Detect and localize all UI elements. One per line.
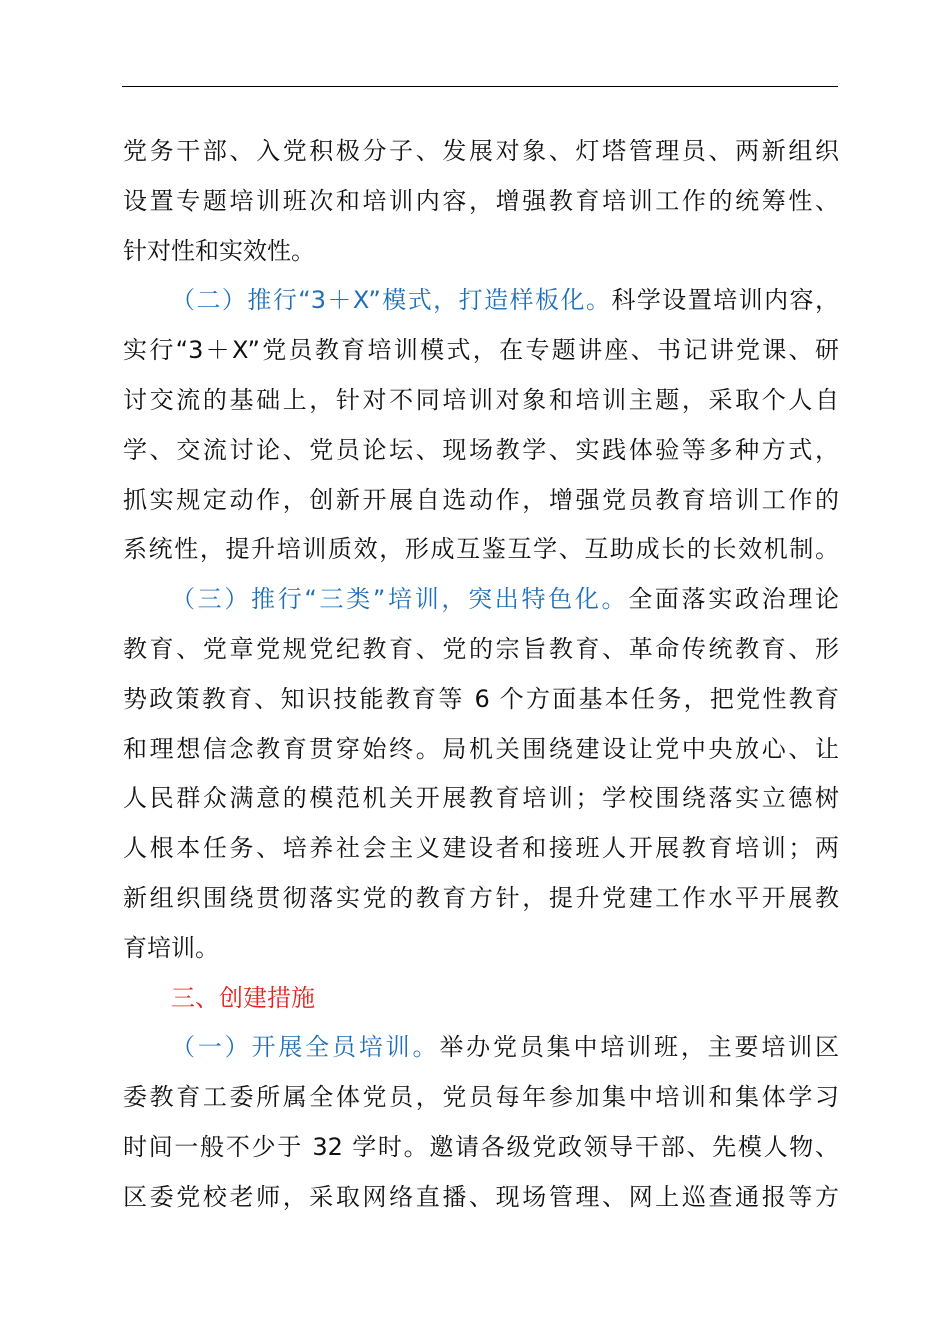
body-line: 和理想信念教育贯穿始终。局机关围绕建设让党中央放心、让 [123, 734, 839, 763]
body-line: 新组织围绕贯彻落实党的教育方针，提升党建工作水平开展教 [123, 883, 839, 912]
document-body [123, 127, 839, 1223]
header-rule [122, 86, 838, 87]
body-line: 育培训。 [123, 933, 219, 962]
body-line: 抓实规定动作，创新开展自选动作，增强党员教育培训工作的 [123, 485, 839, 514]
section-heading: 三、创建措施 [171, 983, 315, 1012]
paragraph-heading-line [123, 1023, 839, 1073]
body-line: 时间一般不少于 32 学时。邀请各级党政领导干部、先模人物、 [123, 1132, 839, 1161]
body-line: 委教育工委所属全体党员，党员每年参加集中培训和集体学习 [123, 1083, 839, 1112]
body-line: 党务干部、入党积极分子、发展对象、灯塔管理员、两新组织 [123, 137, 839, 165]
body-line: 针对性和实效性。 [123, 236, 315, 265]
subheading: （二）推行“3＋X”模式，打造样板化。 [171, 286, 612, 315]
body-text: 全面落实政治理论 [628, 585, 839, 614]
paragraph-heading-line [123, 575, 839, 625]
paragraph-heading-line [123, 276, 839, 326]
subheading: （三）推行“三类”培训，突出特色化。 [171, 585, 629, 614]
body-line: 设置专题培训班次和培训内容，增强教育培训工作的统筹性、 [123, 186, 839, 215]
subheading: （一）开展全员培训。 [171, 1033, 440, 1062]
body-line: 学、交流讨论、党员论坛、现场教学、实践体验等多种方式， [123, 435, 839, 464]
body-line: 讨交流的基础上，针对不同培训对象和培训主题，采取个人自 [123, 385, 839, 414]
body-text: 举办党员集中培训班，主要培训区 [439, 1033, 840, 1062]
body-line: 实行“3＋X”党员教育培训模式，在专题讲座、书记讲党课、研 [123, 336, 839, 365]
body-line: 势政策教育、知识技能教育等 6 个方面基本任务，把党性教育 [123, 684, 839, 713]
body-line: 区委党校老师，采取网络直播、现场管理、网上巡查通报等方 [123, 1182, 839, 1211]
body-line: 系统性，提升培训质效，形成互鉴互学、互助成长的长效机制。 [123, 535, 839, 564]
body-line: 人民群众满意的模范机关开展教育培训；学校围绕落实立德树 [123, 784, 839, 813]
body-text: 科学设置培训内容， [611, 286, 840, 315]
body-line: 教育、党章党规党纪教育、党的宗旨教育、革命传统教育、形 [123, 634, 839, 663]
body-line: 人根本任务、培养社会主义建设者和接班人开展教育培训；两 [123, 834, 839, 863]
